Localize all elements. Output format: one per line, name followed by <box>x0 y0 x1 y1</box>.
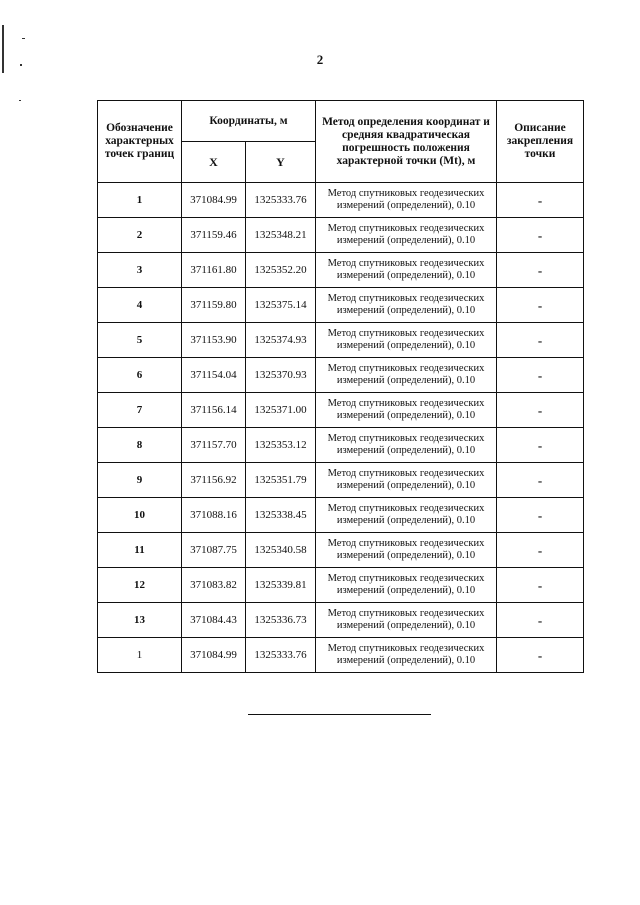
coord-x: 371156.92 <box>182 463 246 498</box>
scan-mark-dot <box>22 38 25 39</box>
coord-y: 1325333.76 <box>246 183 316 218</box>
point-number: 1 <box>98 183 182 218</box>
table-row <box>98 218 584 253</box>
point-number: 5 <box>98 323 182 358</box>
method-cell: Метод спутниковых геодезических измерений (определений), 0.10 <box>316 393 497 428</box>
coord-x: 371088.16 <box>182 498 246 533</box>
description-cell: - <box>497 603 584 638</box>
header-coordinates: Координаты, м <box>182 101 316 142</box>
coord-x: 371084.43 <box>182 603 246 638</box>
coord-y: 1325370.93 <box>246 358 316 393</box>
point-number: 9 <box>98 463 182 498</box>
point-number: 4 <box>98 288 182 323</box>
header-designation: Обозначение характерных точек границ <box>98 101 182 183</box>
method-cell: Метод спутниковых геодезических измерений (определений), 0.10 <box>316 218 497 253</box>
method-cell: Метод спутниковых геодезических измерений (определений), 0.10 <box>316 358 497 393</box>
description-cell: - <box>497 428 584 463</box>
description-cell: - <box>497 288 584 323</box>
point-number: 11 <box>98 533 182 568</box>
coord-x: 371083.82 <box>182 568 246 603</box>
coord-x: 371084.99 <box>182 183 246 218</box>
description-cell: - <box>497 568 584 603</box>
table-row <box>98 638 584 673</box>
coord-y: 1325340.58 <box>246 533 316 568</box>
coord-y: 1325375.14 <box>246 288 316 323</box>
coord-y: 1325333.76 <box>246 638 316 673</box>
coord-y: 1325353.12 <box>246 428 316 463</box>
method-cell: Метод спутниковых геодезических измерений (определений), 0.10 <box>316 183 497 218</box>
description-cell: - <box>497 253 584 288</box>
table-row <box>98 358 584 393</box>
coord-x: 371161.80 <box>182 253 246 288</box>
coord-x: 371154.04 <box>182 358 246 393</box>
table-row <box>98 183 584 218</box>
method-cell: Метод спутниковых геодезических измерений (определений), 0.10 <box>316 288 497 323</box>
table-row <box>98 428 584 463</box>
coord-x: 371084.99 <box>182 638 246 673</box>
coord-y: 1325339.81 <box>246 568 316 603</box>
coord-y: 1325351.79 <box>246 463 316 498</box>
table-row <box>98 323 584 358</box>
coord-y: 1325374.93 <box>246 323 316 358</box>
table-row <box>98 533 584 568</box>
table-row <box>98 498 584 533</box>
header-x: X <box>182 142 246 183</box>
header-description: Описание закрепления точки <box>497 101 584 183</box>
table-row <box>98 568 584 603</box>
description-cell: - <box>497 533 584 568</box>
point-number: 13 <box>98 603 182 638</box>
point-number: 12 <box>98 568 182 603</box>
method-cell: Метод спутниковых геодезических измерений (определений), 0.10 <box>316 568 497 603</box>
method-cell: Метод спутниковых геодезических измерений (определений), 0.10 <box>316 603 497 638</box>
table-row <box>98 253 584 288</box>
page-number: 2 <box>316 52 324 67</box>
method-cell: Метод спутниковых геодезических измерений (определений), 0.10 <box>316 253 497 288</box>
table-row <box>98 288 584 323</box>
coord-y: 1325348.21 <box>246 218 316 253</box>
coord-x: 371156.14 <box>182 393 246 428</box>
header-y: Y <box>246 142 316 183</box>
header-method: Метод определения координат и средняя квадратическая погрешность положения характерной точки (Mt), м <box>316 101 497 183</box>
description-cell: - <box>497 393 584 428</box>
description-cell: - <box>497 638 584 673</box>
point-number: 1 <box>98 638 182 673</box>
table-row <box>98 393 584 428</box>
method-cell: Метод спутниковых геодезических измерений (определений), 0.10 <box>316 463 497 498</box>
method-cell: Метод спутниковых геодезических измерений (определений), 0.10 <box>316 498 497 533</box>
coord-y: 1325336.73 <box>246 603 316 638</box>
coord-x: 371159.80 <box>182 288 246 323</box>
method-cell: Метод спутниковых геодезических измерений (определений), 0.10 <box>316 638 497 673</box>
scan-mark-dot <box>19 100 21 101</box>
coord-x: 371157.70 <box>182 428 246 463</box>
point-number: 10 <box>98 498 182 533</box>
method-cell: Метод спутниковых геодезических измерений (определений), 0.10 <box>316 323 497 358</box>
description-cell: - <box>497 218 584 253</box>
table-row <box>98 603 584 638</box>
coord-x: 371153.90 <box>182 323 246 358</box>
coord-x: 371159.46 <box>182 218 246 253</box>
boundary-points-table <box>97 100 584 673</box>
point-number: 8 <box>98 428 182 463</box>
description-cell: - <box>497 183 584 218</box>
point-number: 2 <box>98 218 182 253</box>
point-number: 3 <box>98 253 182 288</box>
description-cell: - <box>497 463 584 498</box>
description-cell: - <box>497 498 584 533</box>
description-cell: - <box>497 323 584 358</box>
method-cell: Метод спутниковых геодезических измерений (определений), 0.10 <box>316 533 497 568</box>
coord-x: 371087.75 <box>182 533 246 568</box>
table-row <box>98 463 584 498</box>
coord-y: 1325371.00 <box>246 393 316 428</box>
method-cell: Метод спутниковых геодезических измерений (определений), 0.10 <box>316 428 497 463</box>
point-number: 6 <box>98 358 182 393</box>
description-cell: - <box>497 358 584 393</box>
footer-divider <box>248 714 431 715</box>
coord-y: 1325352.20 <box>246 253 316 288</box>
point-number: 7 <box>98 393 182 428</box>
coord-y: 1325338.45 <box>246 498 316 533</box>
